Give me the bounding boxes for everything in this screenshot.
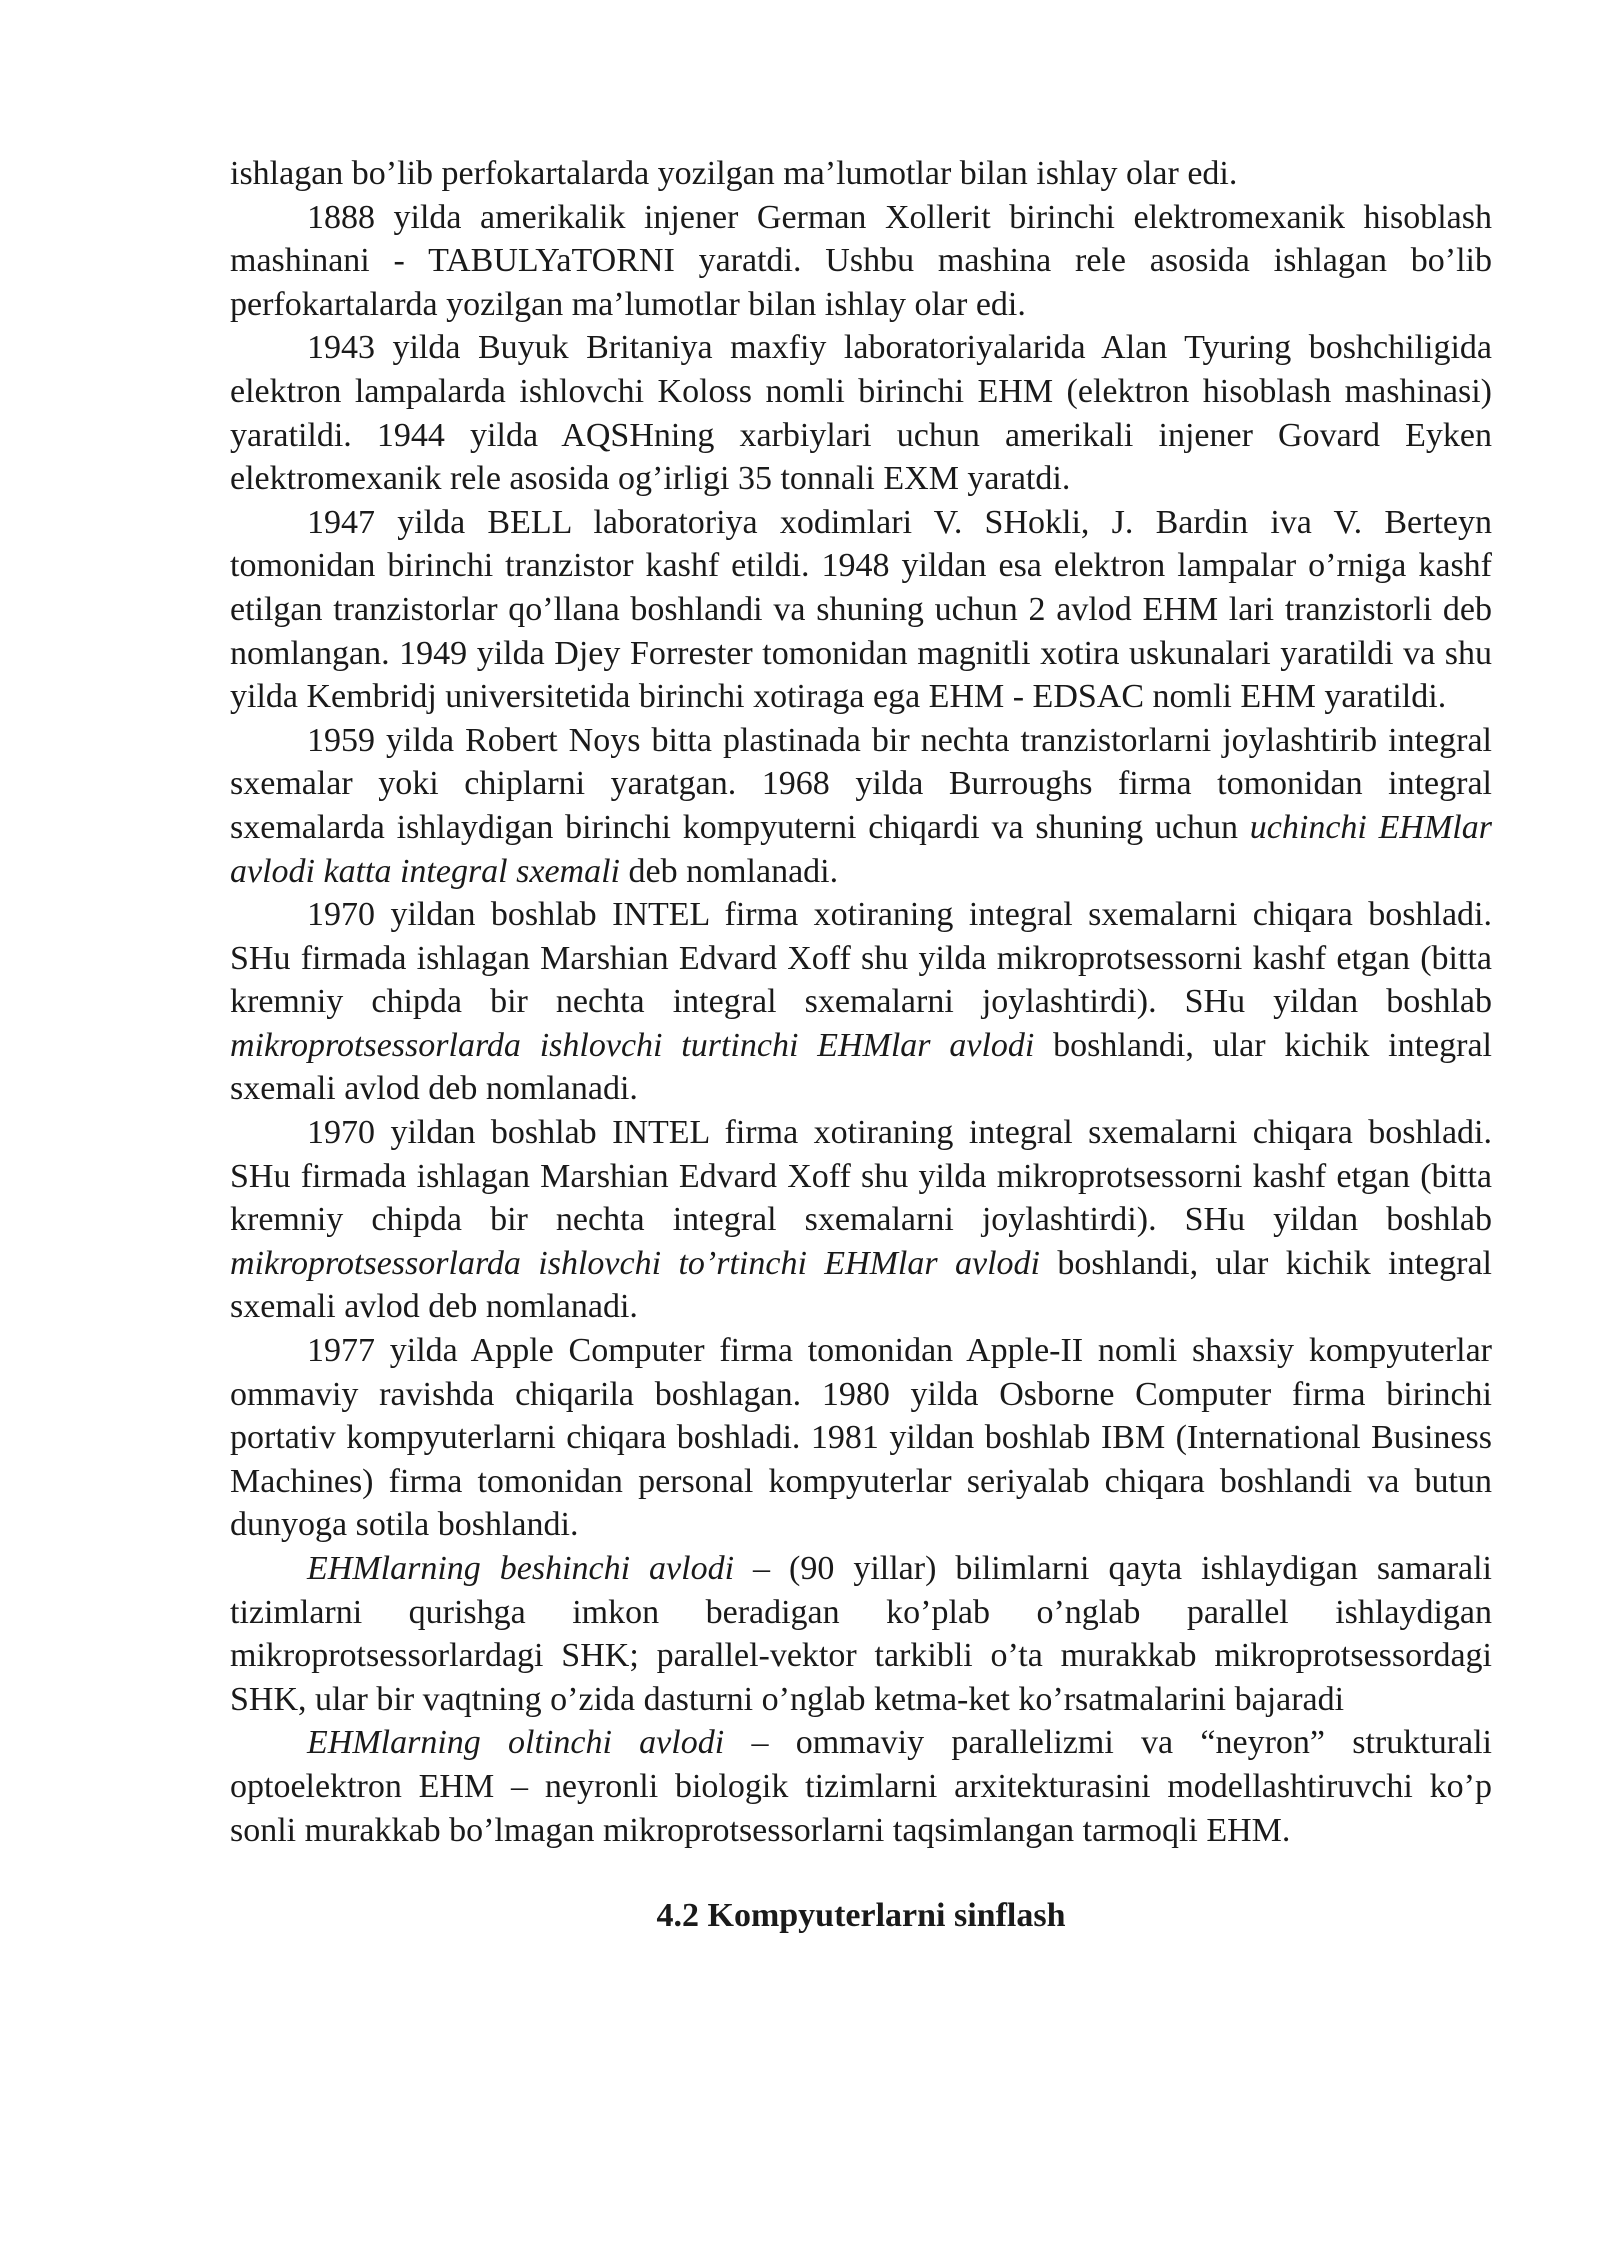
text-run: deb nomlanadi. — [620, 852, 839, 890]
text-run: 1959 yilda Robert Noys bitta plastinada bir nechta tranzistorlarni joylashtirib integral sxemalar yoki chiplarni yaratgan. 1968 yilda Burroughs firma tomonidan integral sxemalarda ishlaydigan birinchi kompyuterni chiqardi va shuning uchun — [230, 721, 1492, 846]
paragraph — [230, 1721, 1492, 1852]
text-run: 1977 yilda Apple Computer firma tomonidan Apple-II nomli shaxsiy kompyuterlar ommaviy ravishda chiqarila boshlagan. 1980 yilda Osborne Computer firma birinchi portativ kompyuterlarni chiqara boshladi. 1981 yildan boshlab IBM (International Business Machines) firma tomonidan personal kompyuterlar seriyalab chiqara boshlandi va butun dunyoga sotila boshlandi. — [230, 1332, 1492, 1544]
paragraph — [230, 326, 1492, 500]
paragraph — [230, 1329, 1492, 1547]
paragraph — [230, 719, 1492, 893]
text-run: boshlandi, ular kichik integral sxemali avlod deb nomlanadi. — [230, 1244, 1492, 1326]
text-run: boshlandi, ular kichik integral sxemali avlod deb nomlanadi. — [230, 1026, 1493, 1108]
body-text — [230, 152, 1492, 1852]
paragraph — [230, 196, 1492, 327]
text-run: 1970 yildan boshlab INTEL firma xotiraning integral sxemalarni chiqara boshladi. SHu firmada ishlagan Marshian Edvard Xoff shu yilda mikroprotsessorni kashf etgan (bitta kremniy chipda bir nechta integral sxemalarni joylashtirdi). SHu yildan boshlab — [230, 1114, 1492, 1239]
paragraph — [230, 893, 1492, 1111]
text-run: – ommaviy parallelizmi va “neyron” strukturali optoelektron EHM – neyronli biologik tizimlarni arxitekturasini modellashtiruvchi ko’p sonli murakkab bo’lmagan mikroprotsessorlarni taqsimlangan tarmoqli EHM. — [230, 1724, 1492, 1849]
document-page — [230, 152, 1492, 1938]
paragraph — [230, 501, 1492, 719]
italic-text: mikroprotsessorlarda ishlovchi turtinchi EHMlar avlodi — [230, 1026, 1035, 1064]
italic-text: EHMlarning oltinchi avlodi — [307, 1724, 725, 1762]
paragraph — [230, 1547, 1492, 1721]
text-run: ishlagan bo’lib perfokartalarda yozilgan ma’lumotlar bilan ishlay olar edi. — [230, 155, 1238, 192]
paragraph — [230, 152, 1492, 196]
text-run: – (90 yillar) bilimlarni qayta ishlaydigan samarali tizimlarni qurishga imkon beradigan ko’plab o’nglab parallel ishlaydigan mikroprotsessorlardagi SHK; parallel-vektor tarkibli o’ta murakkab mikroprotsessordagi SHK, ular bir vaqtning o’zida dasturni o’nglab ketma-ket ko’rsatmalarini bajaradi — [230, 1550, 1492, 1718]
italic-text: mikroprotsessorlarda ishlovchi to’rtinchi EHMlar avlodi — [230, 1244, 1040, 1282]
text-run: 1888 yilda amerikalik injener German Xollerit birinchi elektromexanik hisoblash mashinani - TABULYaTORNI yaratdi. Ushbu mashina rele asosida ishlagan bo’lib perfokartalarda yozilgan ma’lumotlar bilan ishlay olar edi. — [230, 198, 1492, 323]
italic-text: EHMlarning beshinchi avlodi — [307, 1550, 735, 1587]
text-run: 1970 yildan boshlab INTEL firma xotiraning integral sxemalarni chiqara boshladi. SHu firmada ishlagan Marshian Edvard Xoff shu yilda mikroprotsessorni kashf etgan (bitta kremniy chipda bir nechta integral sxemalarni joylashtirdi). SHu yildan boshlab — [230, 896, 1492, 1021]
paragraph — [230, 1111, 1492, 1329]
section-heading: 4.2 Kompyuterlarni sinflash — [656, 1897, 1066, 1935]
text-run: 1943 yilda Buyuk Britaniya maxfiy laboratoriyalarida Alan Tyuring boshchiligida elektron lampalarda ishlovchi Koloss nomli birinchi EHM (elektron hisoblash mashinasi) yaratildi. 1944 yilda AQSHning xarbiylari uchun amerikali injener Govard Eyken elektromexanik rele asosida og’irligi 35 tonnali EXM yaratdi. — [230, 329, 1492, 498]
italic-text: uchinchi EHMlar avlodi katta integral sxemali — [230, 808, 1492, 890]
text-run: 1947 yilda BELL laboratoriya xodimlari V. SHokli, J. Bardin iva V. Berteyn tomonidan birinchi tranzistor kashf etildi. 1948 yildan esa elektron lampalar o’rniga kashf etilgan tranzistorlar qo’llana boshlandi va shuning uchun 2 avlod EHM lari tranzistorli deb nomlangan. 1949 yilda Djey Forrester tomonidan magnitli xotira uskunalari yaratildi va shu yilda Kembridj universitetida birinchi xotiraga ega EHM - EDSAC nomli EHM yaratildi. — [230, 503, 1492, 716]
